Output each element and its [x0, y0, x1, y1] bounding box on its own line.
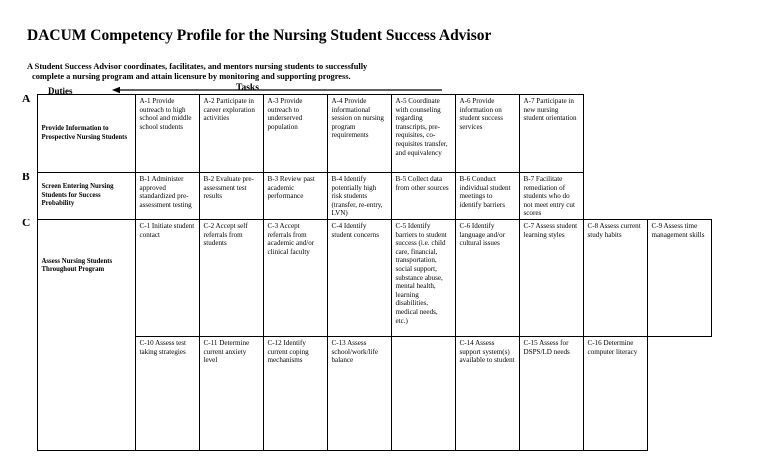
task-cell: B-1 Administer approved standardized pre-assessment testing [135, 173, 199, 220]
task-cell: C-3 Accept referrals from academic and/or clinical faculty [263, 219, 327, 336]
duty-letter-blank [22, 336, 37, 450]
tasks-header: Tasks [236, 83, 259, 93]
task-cell: C-12 Identify current coping mechanisms [263, 336, 327, 450]
duty-letter: C [22, 219, 31, 230]
duty-row-b [22, 173, 711, 220]
task-cell: B-4 Identify potentially high risk students (transfer, re-entry, LVN) [327, 173, 391, 220]
task-cell: B-7 Facilitate remediation of students who do not meet entry cut scores [519, 173, 583, 220]
task-cell: C-16 Determine computer literacy [583, 336, 647, 450]
task-cell: A-1 Provide outreach to high school and middle school students [135, 95, 199, 173]
task-cell: B-2 Evaluate pre-assessment test results [199, 173, 263, 220]
tasks-arrow-icon [112, 86, 442, 94]
empty-cell [583, 95, 647, 173]
task-cell: C-11 Determine current anxiety level [199, 336, 263, 450]
task-cell: A-3 Provide outreach to underserved population [263, 95, 327, 173]
duty-letter: B [22, 172, 30, 183]
task-cell: C-1 Initiate student contact [135, 219, 199, 336]
page-title: DACUM Competency Profile for the Nursing Student Success Advisor [27, 27, 492, 44]
empty-cell [647, 336, 711, 450]
duty-label: Assess Nursing Students Throughout Program [37, 219, 135, 450]
task-cell: C-4 Identify student concerns [327, 219, 391, 336]
duty-label: Provide Information to Prospective Nursing Students [37, 95, 135, 173]
competency-grid [22, 94, 712, 451]
empty-cell [583, 173, 647, 220]
duty-row-a [22, 95, 711, 173]
task-cell: C-10 Assess test taking strategies [135, 336, 199, 450]
task-cell: C-14 Assess support system(s) available to student [455, 336, 519, 450]
task-cell: C-5 Identify barriers to student success (i.e. child care, financial, transportation, social support, substance abuse, mental health, learning disabilities, medical needs, etc.) [391, 219, 455, 336]
duties-header: Duties [48, 86, 73, 96]
task-cell [391, 336, 455, 450]
task-cell: A-2 Participate in career exploration activities [199, 95, 263, 173]
duty-row-c [22, 219, 711, 336]
task-cell: C-7 Assess student learning styles [519, 219, 583, 336]
task-cell: C-2 Accept self referrals from students [199, 219, 263, 336]
task-cell: B-5 Collect data from other sources [391, 173, 455, 220]
task-cell: C-6 Identify language and/or cultural issues [455, 219, 519, 336]
intro-paragraph [27, 62, 367, 82]
task-cell: C-13 Assess school/work/life balance [327, 336, 391, 450]
task-cell: C-9 Assess time management skills [647, 219, 711, 336]
task-cell: C-8 Assess current study habits [583, 219, 647, 336]
task-cell: B-3 Review past academic performance [263, 173, 327, 220]
task-cell: A-4 Provide informational session on nursing program requirements [327, 95, 391, 173]
intro-line-2: complete a nursing program and attain licensure by monitoring and supporting progress. [32, 72, 351, 81]
duty-label: Screen Entering Nursing Students for Success Probability [37, 173, 135, 220]
task-cell: C-15 Assess for DSPS/LD needs [519, 336, 583, 450]
task-cell: A-5 Coordinate with counseling regarding transcripts, pre-requisites, co-requisites transfer, and equivalency [391, 95, 455, 173]
intro-line-1: A Student Success Advisor coordinates, facilitates, and mentors nursing students to successfully [27, 62, 368, 71]
empty-cell [647, 95, 711, 173]
task-cell: A-6 Provide information on student success services [455, 95, 519, 173]
duty-letter: A [22, 94, 31, 105]
task-cell: B-6 Conduct individual student meetings to identify barriers [455, 173, 519, 220]
empty-cell [647, 173, 711, 220]
task-cell: A-7 Participate in new nursing student orientation [519, 95, 583, 173]
